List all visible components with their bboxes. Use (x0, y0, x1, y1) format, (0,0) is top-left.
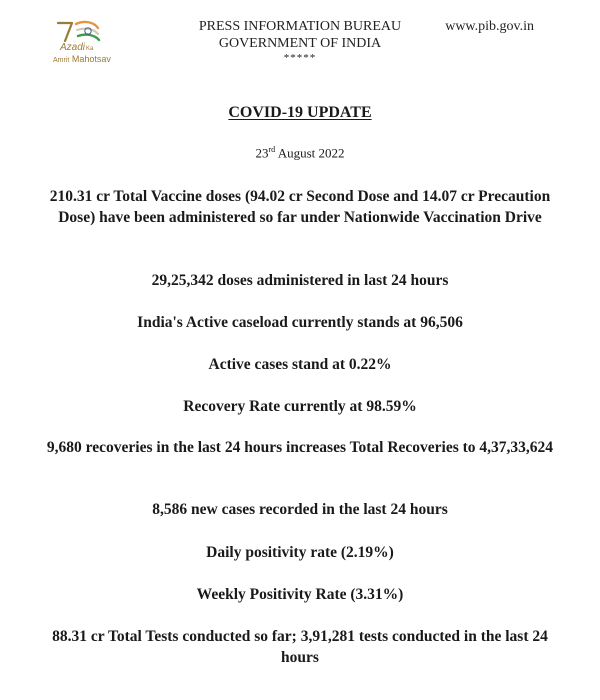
header-separator-stars: ***** (283, 52, 317, 64)
update-item-recovery-rate: Recovery Rate currently at 98.59% (183, 398, 417, 415)
logo-text-azadi: AzadiKa (60, 42, 94, 53)
update-item-recoveries: 9,680 recoveries in the last 24 hours increases Total Recoveries to 4,37,33,624 (46, 439, 554, 456)
issuer-name: PRESS INFORMATION BUREAU (198, 19, 402, 34)
document-date: 23rd August 2022 (255, 145, 345, 161)
issuer-government: GOVERNMENT OF INDIA (218, 36, 382, 51)
update-item-daily-positivity: Daily positivity rate (2.19%) (206, 544, 394, 561)
update-item-total-tests: 88.31 cr Total Tests conducted so far; 3,91,281 tests conducted in the last 24 hours (52, 628, 548, 666)
update-item-total-vaccine-doses: 210.31 cr Total Vaccine doses (94.02 cr Second Dose and 14.07 cr Precaution Dose) have been administered so far under Nationwide Vaccination Drive (49, 188, 551, 226)
update-item-active-cases-percent: Active cases stand at 0.22% (208, 356, 392, 373)
update-item-doses-last-24h: 29,25,342 doses administered in last 24 hours (151, 272, 449, 289)
logo-text-amrit-mahotsav: Amrit Mahotsav (53, 54, 111, 64)
document-title: COVID-19 UPDATE (228, 104, 372, 121)
website-url: www.pib.gov.in (445, 19, 534, 34)
update-item-weekly-positivity: Weekly Positivity Rate (3.31%) (196, 586, 404, 603)
update-item-active-caseload: India's Active caseload currently stands at 96,506 (137, 314, 463, 331)
update-item-new-cases: 8,586 new cases recorded in the last 24 hours (152, 501, 448, 518)
